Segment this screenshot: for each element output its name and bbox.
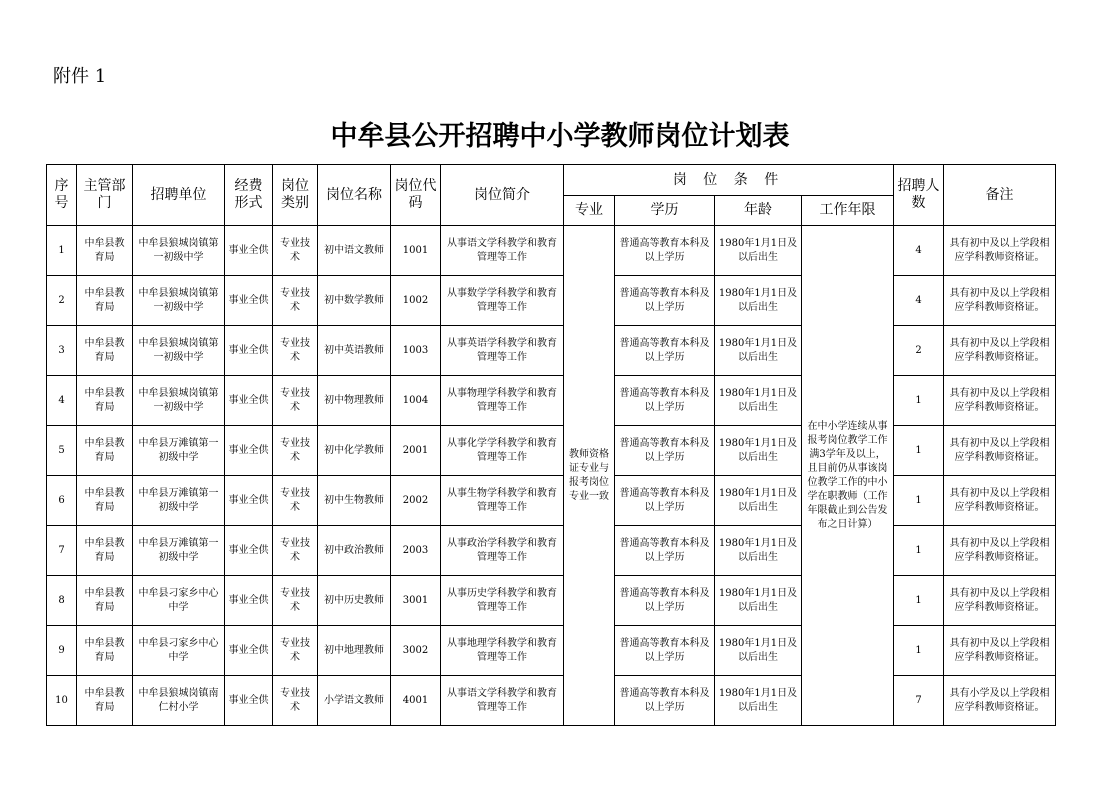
- cell-unit: 中牟县万滩镇第一初级中学: [133, 476, 225, 526]
- cell-dept: 中牟县教育局: [77, 676, 133, 726]
- table-row: [47, 476, 1056, 526]
- table-row: [47, 526, 1056, 576]
- cell-seq: 7: [47, 526, 77, 576]
- cell-age: 1980年1月1日及以后出生: [715, 276, 802, 326]
- cell-dept: 中牟县教育局: [77, 376, 133, 426]
- cell-category: 专业技术: [273, 626, 318, 676]
- cell-category: 专业技术: [273, 476, 318, 526]
- cell-count: 1: [894, 626, 944, 676]
- cell-code: 3002: [391, 626, 441, 676]
- table-row: [47, 226, 1056, 276]
- header-remarks: 备注: [944, 165, 1056, 226]
- cell-intro: 从事历史学科教学和教育管理等工作: [441, 576, 564, 626]
- cell-age: 1980年1月1日及以后出生: [715, 576, 802, 626]
- table-row: [47, 626, 1056, 676]
- cell-funding: 事业全供: [225, 476, 273, 526]
- table-row: [47, 326, 1056, 376]
- cell-count: 7: [894, 676, 944, 726]
- header-unit: 招聘单位: [133, 165, 225, 226]
- cell-seq: 2: [47, 276, 77, 326]
- cell-category: 专业技术: [273, 426, 318, 476]
- cell-name: 初中英语教师: [318, 326, 391, 376]
- cell-remarks: 具有初中及以上学段相应学科教师资格证。: [944, 626, 1056, 676]
- header-code: 岗位代码: [391, 165, 441, 226]
- cell-count: 1: [894, 576, 944, 626]
- cell-code: 4001: [391, 676, 441, 726]
- cell-education: 普通高等教育本科及以上学历: [615, 676, 715, 726]
- cell-education: 普通高等教育本科及以上学历: [615, 426, 715, 476]
- cell-category: 专业技术: [273, 276, 318, 326]
- cell-seq: 6: [47, 476, 77, 526]
- cell-count: 1: [894, 376, 944, 426]
- cell-education: 普通高等教育本科及以上学历: [615, 376, 715, 426]
- cell-intro: 从事地理学科教学和教育管理等工作: [441, 626, 564, 676]
- header-category: 岗位类别: [273, 165, 318, 226]
- cell-remarks: 具有初中及以上学段相应学科教师资格证。: [944, 326, 1056, 376]
- cell-education: 普通高等教育本科及以上学历: [615, 276, 715, 326]
- header-education: 学历: [615, 196, 715, 226]
- cell-remarks: 具有初中及以上学段相应学科教师资格证。: [944, 426, 1056, 476]
- cell-name: 初中化学教师: [318, 426, 391, 476]
- cell-count: 4: [894, 276, 944, 326]
- cell-age: 1980年1月1日及以后出生: [715, 526, 802, 576]
- cell-category: 专业技术: [273, 376, 318, 426]
- cell-unit: 中牟县万滩镇第一初级中学: [133, 526, 225, 576]
- attachment-label: 附件 1: [53, 66, 107, 87]
- cell-name: 初中语文教师: [318, 226, 391, 276]
- cell-age: 1980年1月1日及以后出生: [715, 476, 802, 526]
- cell-intro: 从事语文学科教学和教育管理等工作: [441, 676, 564, 726]
- cell-code: 1003: [391, 326, 441, 376]
- cell-dept: 中牟县教育局: [77, 426, 133, 476]
- cell-years-merged: 在中小学连续从事报考岗位教学工作满3学年及以上，且目前仍从事该岗位教学工作的中小学在职教师（工作年限截止到公告发布之日计算）: [802, 226, 894, 726]
- cell-remarks: 具有小学及以上学段相应学科教师资格证。: [944, 676, 1056, 726]
- cell-category: 专业技术: [273, 226, 318, 276]
- cell-age: 1980年1月1日及以后出生: [715, 226, 802, 276]
- cell-category: 专业技术: [273, 676, 318, 726]
- cell-major-merged: 教师资格证专业与报考岗位专业一致: [564, 226, 615, 726]
- table-row: [47, 576, 1056, 626]
- header-conditions: 岗 位 条 件: [564, 165, 894, 196]
- cell-dept: 中牟县教育局: [77, 276, 133, 326]
- cell-count: 1: [894, 426, 944, 476]
- cell-remarks: 具有初中及以上学段相应学科教师资格证。: [944, 526, 1056, 576]
- cell-name: 初中数学教师: [318, 276, 391, 326]
- header-name: 岗位名称: [318, 165, 391, 226]
- table-row: [47, 276, 1056, 326]
- cell-education: 普通高等教育本科及以上学历: [615, 226, 715, 276]
- cell-dept: 中牟县教育局: [77, 576, 133, 626]
- header-years: 工作年限: [802, 196, 894, 226]
- cell-dept: 中牟县教育局: [77, 226, 133, 276]
- cell-code: 1002: [391, 276, 441, 326]
- cell-dept: 中牟县教育局: [77, 476, 133, 526]
- page-title: 中牟县公开招聘中小学教师岗位计划表: [330, 121, 790, 152]
- cell-seq: 9: [47, 626, 77, 676]
- cell-count: 1: [894, 476, 944, 526]
- cell-dept: 中牟县教育局: [77, 526, 133, 576]
- cell-age: 1980年1月1日及以后出生: [715, 326, 802, 376]
- cell-funding: 事业全供: [225, 276, 273, 326]
- cell-name: 初中历史教师: [318, 576, 391, 626]
- cell-seq: 4: [47, 376, 77, 426]
- cell-education: 普通高等教育本科及以上学历: [615, 526, 715, 576]
- cell-name: 初中生物教师: [318, 476, 391, 526]
- cell-intro: 从事生物学科教学和教育管理等工作: [441, 476, 564, 526]
- cell-remarks: 具有初中及以上学段相应学科教师资格证。: [944, 476, 1056, 526]
- cell-intro: 从事化学学科教学和教育管理等工作: [441, 426, 564, 476]
- cell-intro: 从事英语学科教学和教育管理等工作: [441, 326, 564, 376]
- cell-education: 普通高等教育本科及以上学历: [615, 326, 715, 376]
- cell-education: 普通高等教育本科及以上学历: [615, 626, 715, 676]
- cell-funding: 事业全供: [225, 376, 273, 426]
- header-seq: 序号: [47, 165, 77, 226]
- table-row: [47, 426, 1056, 476]
- header-count: 招聘人数: [894, 165, 944, 226]
- cell-seq: 5: [47, 426, 77, 476]
- recruitment-plan-table: [46, 164, 1056, 726]
- table-row: [47, 376, 1056, 426]
- cell-name: 初中政治教师: [318, 526, 391, 576]
- cell-seq: 8: [47, 576, 77, 626]
- cell-unit: 中牟县狼城岗镇第一初级中学: [133, 276, 225, 326]
- cell-intro: 从事物理学科教学和教育管理等工作: [441, 376, 564, 426]
- header-row-top: [47, 165, 1056, 196]
- cell-age: 1980年1月1日及以后出生: [715, 676, 802, 726]
- cell-funding: 事业全供: [225, 326, 273, 376]
- cell-funding: 事业全供: [225, 226, 273, 276]
- cell-category: 专业技术: [273, 326, 318, 376]
- cell-unit: 中牟县狼城岗镇第一初级中学: [133, 376, 225, 426]
- cell-funding: 事业全供: [225, 676, 273, 726]
- cell-remarks: 具有初中及以上学段相应学科教师资格证。: [944, 276, 1056, 326]
- cell-count: 2: [894, 326, 944, 376]
- cell-name: 小学语文教师: [318, 676, 391, 726]
- cell-name: 初中物理教师: [318, 376, 391, 426]
- cell-intro: 从事政治学科教学和教育管理等工作: [441, 526, 564, 576]
- cell-code: 1001: [391, 226, 441, 276]
- cell-education: 普通高等教育本科及以上学历: [615, 576, 715, 626]
- cell-remarks: 具有初中及以上学段相应学科教师资格证。: [944, 576, 1056, 626]
- cell-intro: 从事语文学科教学和教育管理等工作: [441, 226, 564, 276]
- cell-unit: 中牟县万滩镇第一初级中学: [133, 426, 225, 476]
- header-intro: 岗位简介: [441, 165, 564, 226]
- cell-funding: 事业全供: [225, 426, 273, 476]
- cell-dept: 中牟县教育局: [77, 326, 133, 376]
- cell-dept: 中牟县教育局: [77, 626, 133, 676]
- cell-age: 1980年1月1日及以后出生: [715, 376, 802, 426]
- cell-funding: 事业全供: [225, 576, 273, 626]
- cell-count: 1: [894, 526, 944, 576]
- cell-seq: 10: [47, 676, 77, 726]
- cell-unit: 中牟县狼城岗镇南仁村小学: [133, 676, 225, 726]
- cell-unit: 中牟县刁家乡中心中学: [133, 576, 225, 626]
- cell-remarks: 具有初中及以上学段相应学科教师资格证。: [944, 376, 1056, 426]
- header-dept: 主管部门: [77, 165, 133, 226]
- cell-education: 普通高等教育本科及以上学历: [615, 476, 715, 526]
- cell-funding: 事业全供: [225, 626, 273, 676]
- cell-seq: 1: [47, 226, 77, 276]
- cell-code: 2002: [391, 476, 441, 526]
- cell-remarks: 具有初中及以上学段相应学科教师资格证。: [944, 226, 1056, 276]
- header-age: 年龄: [715, 196, 802, 226]
- header-major: 专业: [564, 196, 615, 226]
- table-row: [47, 676, 1056, 726]
- cell-seq: 3: [47, 326, 77, 376]
- cell-code: 2001: [391, 426, 441, 476]
- cell-funding: 事业全供: [225, 526, 273, 576]
- cell-unit: 中牟县刁家乡中心中学: [133, 626, 225, 676]
- cell-name: 初中地理教师: [318, 626, 391, 676]
- cell-unit: 中牟县狼城岗镇第一初级中学: [133, 326, 225, 376]
- cell-category: 专业技术: [273, 526, 318, 576]
- cell-code: 2003: [391, 526, 441, 576]
- cell-age: 1980年1月1日及以后出生: [715, 426, 802, 476]
- cell-code: 3001: [391, 576, 441, 626]
- cell-count: 4: [894, 226, 944, 276]
- table-body: [47, 226, 1056, 726]
- cell-age: 1980年1月1日及以后出生: [715, 626, 802, 676]
- cell-unit: 中牟县狼城岗镇第一初级中学: [133, 226, 225, 276]
- cell-category: 专业技术: [273, 576, 318, 626]
- cell-intro: 从事数学学科教学和教育管理等工作: [441, 276, 564, 326]
- header-funding: 经费形式: [225, 165, 273, 226]
- cell-code: 1004: [391, 376, 441, 426]
